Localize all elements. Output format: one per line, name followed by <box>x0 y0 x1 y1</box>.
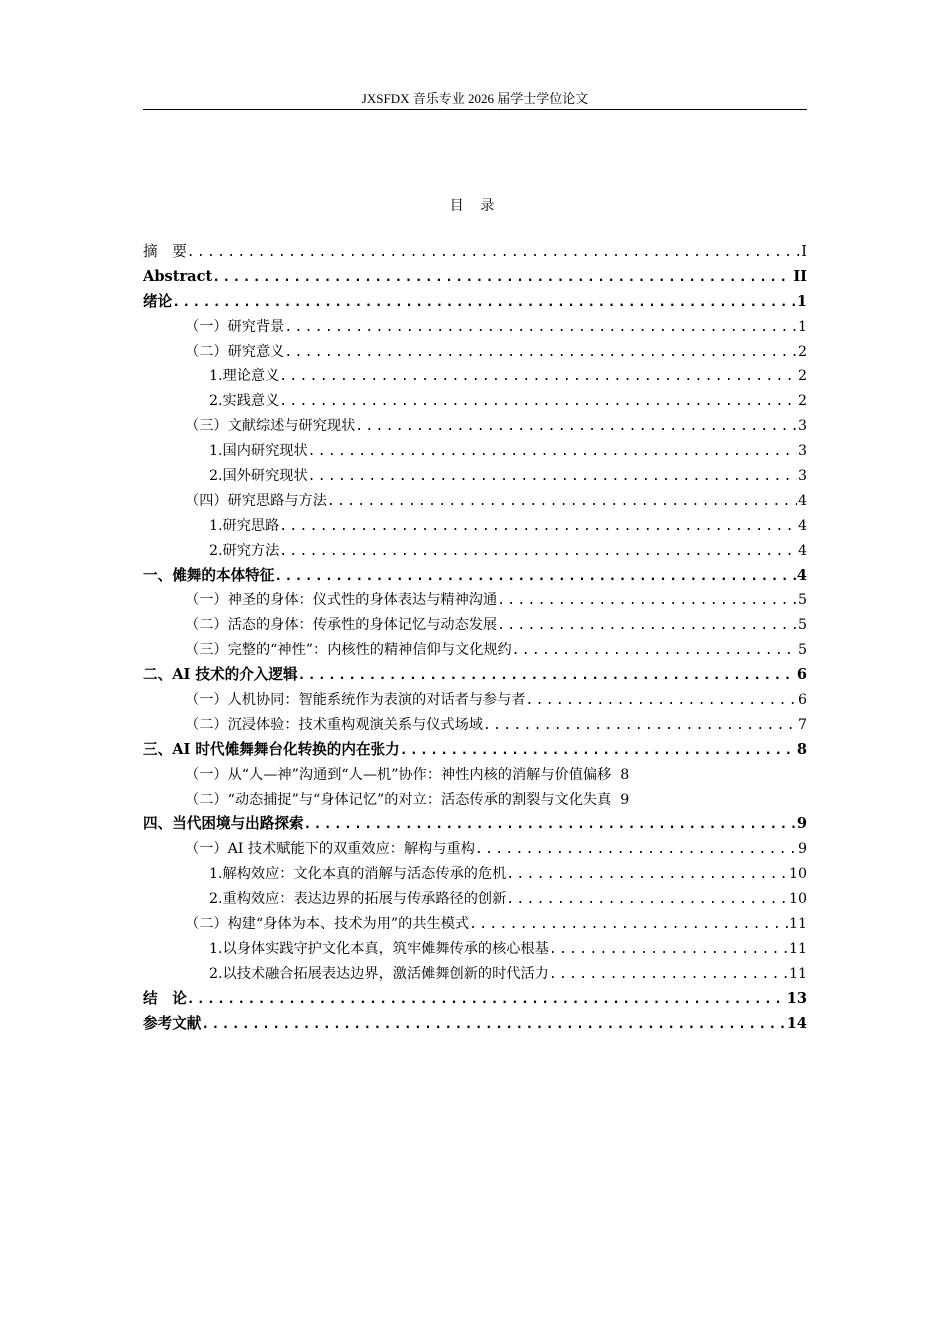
toc-entry-page: 4 <box>797 542 807 559</box>
toc-entry[interactable] <box>143 588 807 613</box>
toc-entry[interactable] <box>143 663 807 688</box>
toc-entry-page: 9 <box>797 841 807 858</box>
toc-leader-dots <box>172 291 796 315</box>
toc-leader-dots <box>512 639 797 663</box>
toc-entry-page: I <box>801 243 807 260</box>
toc-entry-page: 6 <box>796 666 807 684</box>
toc-leader-dots <box>298 664 796 688</box>
toc-entry-label: （一）AI 技术赋能下的双重效应：解构与重构 <box>185 841 475 858</box>
toc-leader-dots <box>400 739 796 763</box>
toc-entry[interactable] <box>143 962 807 987</box>
toc-leader-dots <box>308 440 797 464</box>
toc-leader-dots <box>308 465 797 489</box>
toc-entry-page: 11 <box>788 916 807 933</box>
toc-leader-dots <box>279 540 797 564</box>
page-header: JXSFDX 音乐专业 2026 届学士学位论文 <box>361 91 589 106</box>
toc-entry-label: 四、当代困境与出路探索 <box>143 815 304 833</box>
toc-entry-label: 1.以身体实践守护文化本真，筑牢傩舞传承的核心根基 <box>209 940 549 957</box>
toc-entry[interactable] <box>143 638 807 663</box>
toc-entry-label: （二）“动态捕捉”与“身体记忆”的对立：活态传承的割裂与文化失真 <box>185 791 612 808</box>
toc-entry-label: 摘 要 <box>143 243 187 260</box>
toc-leader-dots <box>279 390 797 414</box>
toc-entry[interactable] <box>143 912 807 937</box>
toc-leader-dots <box>483 714 797 738</box>
toc-entry-page: 3 <box>797 418 807 435</box>
toc-entry[interactable] <box>143 439 807 464</box>
toc-leader-dots <box>526 689 797 713</box>
toc-entry-page: 10 <box>788 891 807 908</box>
toc-entry-label: （一）人机协同：智能系统作为表演的对话者与参与者 <box>185 692 526 709</box>
toc-entry[interactable] <box>143 464 807 489</box>
toc-entry-label: 1.国内研究现状 <box>209 443 308 460</box>
toc-entry-label: 1.理论意义 <box>209 368 280 385</box>
toc-entry-label: 2.国外研究现状 <box>209 468 308 485</box>
toc-entry-page: 4 <box>797 517 807 534</box>
toc-entry[interactable] <box>143 364 807 389</box>
toc-leader-dots <box>469 913 788 937</box>
toc-entry-label: 1.解构效应：文化本真的消解与活态传承的危机 <box>209 866 507 883</box>
toc-leader-dots <box>506 863 788 887</box>
toc-entry-label: 一、傩舞的本体特征 <box>143 566 275 584</box>
toc-entry-label: 2.重构效应：表达边界的拓展与传承路径的创新 <box>209 891 507 908</box>
toc-entry[interactable] <box>143 763 807 788</box>
toc-entry-page: 5 <box>797 617 807 634</box>
toc-entry[interactable] <box>143 812 807 837</box>
toc-entry-label: （二）活态的身体：传承性的身体记忆与动态发展 <box>185 617 498 634</box>
toc-leader-dots <box>475 838 797 862</box>
toc-leader-dots <box>187 241 800 265</box>
toc-entry-label: （二）研究意义 <box>185 343 285 360</box>
toc-entry[interactable] <box>143 240 807 265</box>
toc-leader-dots <box>355 415 797 439</box>
toc-entry-page: 8 <box>620 766 630 783</box>
toc-entry-page: 3 <box>797 443 807 460</box>
toc-entry-label: 三、AI 时代傩舞舞台化转换的内在张力 <box>143 740 400 758</box>
toc-entry-page: 2 <box>797 393 807 410</box>
toc-entry-page: 1 <box>797 318 807 335</box>
toc-entry[interactable] <box>143 1012 807 1037</box>
toc-leader-dots <box>279 515 797 539</box>
toc-entry-page: 8 <box>796 740 807 758</box>
toc-leader-dots <box>506 888 788 912</box>
toc-leader-dots <box>284 316 797 340</box>
toc-entry-page: 2 <box>797 368 807 385</box>
toc-entry-page: 7 <box>797 716 807 733</box>
toc-leader-dots <box>327 490 797 514</box>
toc-leader-dots <box>497 614 797 638</box>
toc-entry[interactable] <box>143 315 807 340</box>
toc-entry-page: 9 <box>796 815 807 833</box>
toc-entry[interactable] <box>143 389 807 414</box>
toc-entry[interactable] <box>143 290 807 315</box>
toc-entry-page: 4 <box>797 492 807 509</box>
toc-leader-dots <box>284 341 797 365</box>
toc-entry-label: （四）研究思路与方法 <box>185 492 327 509</box>
toc-entry-page: 1 <box>796 292 807 310</box>
toc-leader-dots <box>212 266 792 290</box>
toc-entry[interactable] <box>143 713 807 738</box>
toc-leader-dots <box>201 1013 785 1037</box>
toc-entry-page: 13 <box>786 989 807 1007</box>
toc-leader-dots <box>279 365 797 389</box>
toc-entry-page: 11 <box>788 940 807 957</box>
toc-leader-dots <box>497 589 797 613</box>
toc-entry[interactable] <box>143 987 807 1012</box>
toc-entry-page: 4 <box>796 566 807 584</box>
toc-entry-label: 2.实践意义 <box>209 393 280 410</box>
toc-entry[interactable] <box>143 837 807 862</box>
toc-entry[interactable] <box>143 539 807 564</box>
header-rule <box>143 109 807 110</box>
toc-entry-page: 11 <box>788 965 807 982</box>
toc-entry-label: 二、AI 技术的介入逻辑 <box>143 666 298 684</box>
toc-entry[interactable] <box>143 862 807 887</box>
toc-entry-label: 2.研究方法 <box>209 542 280 559</box>
toc-entry-page: 5 <box>797 592 807 609</box>
toc-entry-page: 2 <box>797 343 807 360</box>
toc-entry[interactable] <box>143 613 807 638</box>
toc-entry[interactable] <box>143 887 807 912</box>
toc-entry[interactable] <box>143 414 807 439</box>
toc-entry[interactable] <box>143 564 807 589</box>
toc-leader-dots <box>549 963 788 987</box>
toc-title: 目 录 <box>449 198 501 214</box>
toc-entry-page: 6 <box>797 692 807 709</box>
toc-entry[interactable] <box>143 265 807 290</box>
toc-entry-label: （一）研究背景 <box>185 318 285 335</box>
toc-entry-label: （三）完整的“神性”：内核性的精神信仰与文化规约 <box>185 642 512 659</box>
table-of-contents <box>143 240 807 1037</box>
toc-entry-label: （一）神圣的身体：仪式性的身体表达与精神沟通 <box>185 592 498 609</box>
toc-entry[interactable] <box>143 937 807 962</box>
toc-entry-page: 5 <box>797 642 807 659</box>
toc-entry-page: 9 <box>620 791 630 808</box>
toc-entry-label: Abstract <box>143 267 213 285</box>
toc-leader-dots <box>187 988 786 1012</box>
toc-entry-page: 14 <box>786 1014 807 1032</box>
toc-entry[interactable] <box>143 738 807 763</box>
toc-entry[interactable] <box>143 788 807 813</box>
toc-entry[interactable] <box>143 340 807 365</box>
toc-entry-label: 结 论 <box>143 989 187 1007</box>
toc-entry-page: 3 <box>797 468 807 485</box>
toc-entry-label: （二）构建“身体为本、技术为用”的共生模式 <box>185 916 470 933</box>
toc-entry-label: （二）沉浸体验：技术重构观演关系与仪式场域 <box>185 716 483 733</box>
toc-entry[interactable] <box>143 489 807 514</box>
toc-entry-page: II <box>793 267 807 285</box>
toc-leader-dots <box>549 938 788 962</box>
toc-entry-label: （三）文献综述与研究现状 <box>185 418 356 435</box>
toc-entry-label: （一）从“人—神”沟通到“人—机”协作：神性内核的消解与价值偏移 <box>185 766 612 783</box>
toc-entry[interactable] <box>143 514 807 539</box>
toc-entry-label: 1.研究思路 <box>209 517 280 534</box>
toc-entry-label: 绪论 <box>143 292 173 310</box>
toc-leader-dots <box>304 813 796 837</box>
toc-leader-dots <box>274 565 795 589</box>
toc-entry-label: 参考文献 <box>143 1014 202 1032</box>
toc-entry[interactable] <box>143 688 807 713</box>
toc-entry-label: 2.以技术融合拓展表达边界，激活傩舞创新的时代活力 <box>209 965 549 982</box>
toc-entry-page: 10 <box>788 866 807 883</box>
